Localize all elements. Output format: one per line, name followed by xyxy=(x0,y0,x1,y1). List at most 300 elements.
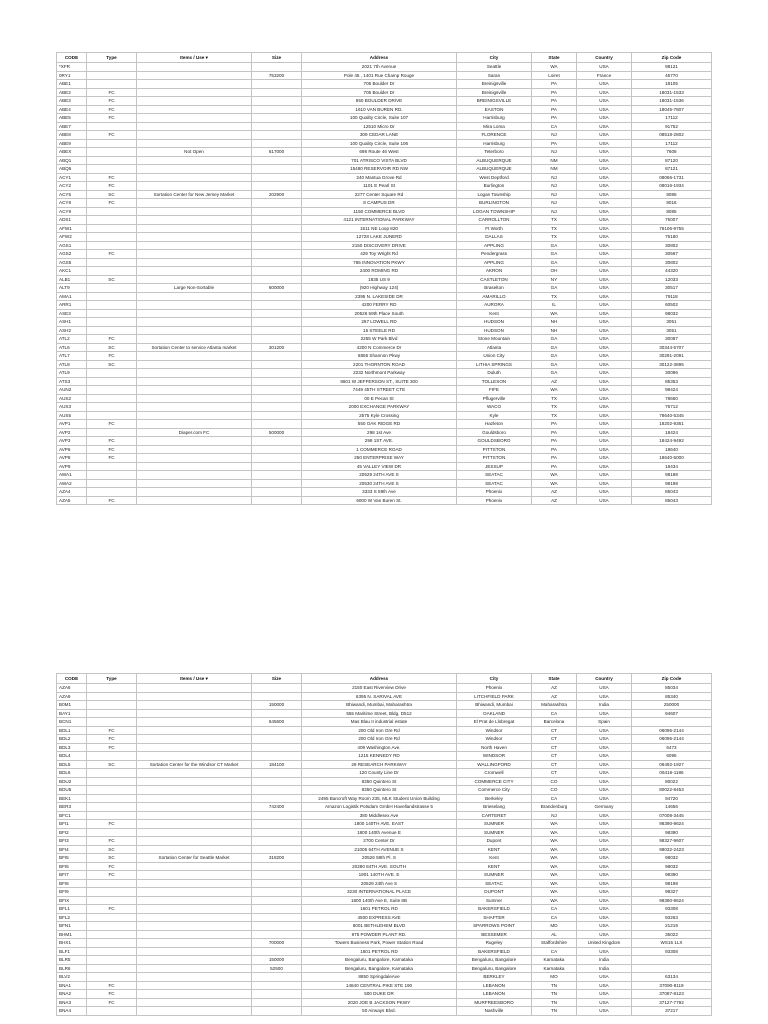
cell-address: 00 E Pecan St xyxy=(302,394,457,403)
cell-items-use xyxy=(137,369,252,378)
cell-city: BREINIGSVILLE xyxy=(457,97,532,106)
cell-size xyxy=(252,879,302,888)
cell-items-use xyxy=(137,896,252,905)
cell-city: TOLLESON xyxy=(457,377,532,386)
cell-country: USA xyxy=(577,913,632,922)
cell-items-use: Sortation Center for the Windsor CT Market xyxy=(137,760,252,769)
cell-code: AVP9 xyxy=(57,462,87,471)
column-header-zip-code: Zip Code xyxy=(632,53,712,63)
cell-code: AVP1 xyxy=(57,420,87,429)
table-row xyxy=(57,241,712,250)
cell-size xyxy=(252,488,302,497)
cell-items-use xyxy=(137,743,252,752)
cell-country: USA xyxy=(577,301,632,310)
cell-size xyxy=(252,777,302,786)
cell-state: AL xyxy=(532,930,577,939)
cell-items-use: Not Open xyxy=(137,148,252,157)
cell-items-use xyxy=(137,769,252,778)
cell-address: 3230 INTERNATIONAL PLACE xyxy=(302,888,457,897)
cell-state: PA xyxy=(532,428,577,437)
cell-code: BFI6 xyxy=(57,862,87,871)
cell-code: BLR5 xyxy=(57,956,87,965)
cell-items-use xyxy=(137,105,252,114)
cell-address: 4200 FERRY RD xyxy=(302,301,457,310)
cell-country: USA xyxy=(577,998,632,1007)
cell-city: Phoenix xyxy=(457,496,532,505)
cell-type xyxy=(87,811,137,820)
cell-address: 6001 BETHLEHEM BLVD xyxy=(302,922,457,931)
column-header-country: Country xyxy=(577,53,632,63)
cell-city: DUPONT xyxy=(457,888,532,897)
cell-zip-code: 6095 xyxy=(632,752,712,761)
cell-state: WA xyxy=(532,309,577,318)
cell-state: CT xyxy=(532,752,577,761)
cell-type: SC xyxy=(87,275,137,284)
cell-country: USA xyxy=(577,335,632,344)
cell-city: Phoenix xyxy=(457,488,532,497)
cell-type xyxy=(87,309,137,318)
cell-city: EASTON xyxy=(457,105,532,114)
cell-items-use xyxy=(137,352,252,361)
cell-address: 705 Boulder Dr xyxy=(302,80,457,89)
cell-zip-code: 18640-5000 xyxy=(632,454,712,463)
cell-items-use xyxy=(137,394,252,403)
table-row xyxy=(57,275,712,284)
cell-zip-code: 80022-8453 xyxy=(632,786,712,795)
cell-items-use xyxy=(137,803,252,812)
cell-size xyxy=(252,692,302,701)
cell-address: 1800 140th Avenue E xyxy=(302,828,457,837)
table-row xyxy=(57,752,712,761)
cell-state: NJ xyxy=(532,811,577,820)
cell-type xyxy=(87,216,137,225)
cell-items-use xyxy=(137,794,252,803)
cell-state: GA xyxy=(532,241,577,250)
cell-code: AVP3 xyxy=(57,437,87,446)
cell-code: ASE3 xyxy=(57,309,87,318)
cell-items-use: Sortation Center for Seattle Market xyxy=(137,854,252,863)
cell-address: 240 Mantua Grove Rd xyxy=(302,173,457,182)
cell-address: 15480 RESERVOIR RD NW xyxy=(302,165,457,174)
cell-zip-code: 80022 xyxy=(632,777,712,786)
cell-zip-code: 14656 xyxy=(632,803,712,812)
column-header-size: Size xyxy=(252,53,302,63)
cell-code: ACY1 xyxy=(57,173,87,182)
cell-city: SEATAC xyxy=(457,879,532,888)
cell-country: USA xyxy=(577,930,632,939)
cell-items-use xyxy=(137,454,252,463)
cell-zip-code: 18045-7807 xyxy=(632,105,712,114)
cell-zip-code: 98032 xyxy=(632,854,712,863)
cell-country: USA xyxy=(577,377,632,386)
cell-type: FC xyxy=(87,173,137,182)
cell-size: 500000 xyxy=(252,428,302,437)
cell-code: BFI9 xyxy=(57,888,87,897)
cell-code: AKC1 xyxy=(57,267,87,276)
table-row xyxy=(57,207,712,216)
cell-address: 2020 JOE B JACKSON PKWY xyxy=(302,998,457,1007)
table-row xyxy=(57,760,712,769)
cell-items-use xyxy=(137,216,252,225)
table-row xyxy=(57,888,712,897)
cell-type xyxy=(87,913,137,922)
cell-size xyxy=(252,182,302,191)
cell-country: USA xyxy=(577,114,632,123)
table-row xyxy=(57,496,712,505)
column-header-zip-code: Zip Code xyxy=(632,674,712,684)
cell-country: USA xyxy=(577,709,632,718)
cell-type xyxy=(87,964,137,973)
cell-items-use xyxy=(137,479,252,488)
cell-zip-code: 98032 xyxy=(632,309,712,318)
cell-city: SPARROWS POINT xyxy=(457,922,532,931)
cell-city: Berkeley xyxy=(457,794,532,803)
column-header-items-use[interactable]: Items / Use ▾ xyxy=(137,53,252,63)
cell-address: 2575 Kyle Crossing xyxy=(302,411,457,420)
cell-state: AZ xyxy=(532,496,577,505)
cell-code: ABE3 xyxy=(57,97,87,106)
cell-state: MD xyxy=(532,922,577,931)
cell-zip-code: 76712 xyxy=(632,403,712,412)
cell-code: ATS3 xyxy=(57,377,87,386)
cell-zip-code: 06492-1927 xyxy=(632,760,712,769)
cell-type xyxy=(87,939,137,948)
cell-zip-code: 30122-3895 xyxy=(632,360,712,369)
cell-code: BDL6 xyxy=(57,769,87,778)
cell-type xyxy=(87,777,137,786)
cell-code: BEK1 xyxy=(57,794,87,803)
cell-zip-code: 30096 xyxy=(632,369,712,378)
cell-city: CASTLETON xyxy=(457,275,532,284)
cell-zip-code: 21219 xyxy=(632,922,712,931)
cell-type xyxy=(87,428,137,437)
cell-country: USA xyxy=(577,794,632,803)
table-row xyxy=(57,318,712,327)
cell-address: 6855 Shannon Pkwy xyxy=(302,352,457,361)
column-header-type: Type xyxy=(87,674,137,684)
cell-code: BFN1 xyxy=(57,922,87,931)
cell-state: NJ xyxy=(532,173,577,182)
cell-address: 2150 East Riverview Drive xyxy=(302,684,457,693)
cell-items-use xyxy=(137,845,252,854)
cell-code: ACY5 xyxy=(57,190,87,199)
cell-zip-code: 08016-1934 xyxy=(632,182,712,191)
cell-city: Stone Mountain xyxy=(457,335,532,344)
cell-type: FC xyxy=(87,105,137,114)
cell-country: USA xyxy=(577,148,632,157)
table-row xyxy=(57,845,712,854)
cell-country: USA xyxy=(577,896,632,905)
cell-type xyxy=(87,752,137,761)
cell-address: Bengaluru, Bangalore, Karnataka xyxy=(302,964,457,973)
cell-country: USA xyxy=(577,973,632,982)
cell-code: ABEX xyxy=(57,148,87,157)
cell-address: 12510 Micro Dr xyxy=(302,122,457,131)
cell-zip-code: 79118 xyxy=(632,292,712,301)
cell-address: 6000 W Van Buren St. xyxy=(302,496,457,505)
cell-state: AZ xyxy=(532,684,577,693)
cell-zip-code: 98032-2423 xyxy=(632,845,712,854)
cell-city: SUMNER xyxy=(457,871,532,880)
table-row xyxy=(57,471,712,480)
cell-size xyxy=(252,326,302,335)
cell-zip-code: 78660 xyxy=(632,394,712,403)
cell-zip-code: 30802 xyxy=(632,241,712,250)
cell-code: BNA1 xyxy=(57,981,87,990)
cell-type xyxy=(87,318,137,327)
cell-type: FC xyxy=(87,871,137,880)
cell-type xyxy=(87,369,137,378)
cell-type xyxy=(87,488,137,497)
table-row xyxy=(57,479,712,488)
cell-code: BFI4 xyxy=(57,845,87,854)
cell-address: 2255 W Park Blvd xyxy=(302,335,457,344)
cell-code: AZA4 xyxy=(57,488,87,497)
cell-size: 742400 xyxy=(252,803,302,812)
cell-size xyxy=(252,496,302,505)
cell-code: BER3 xyxy=(57,803,87,812)
cell-state: PA xyxy=(532,80,577,89)
cell-code: AVP2 xyxy=(57,428,87,437)
cell-items-use xyxy=(137,122,252,131)
cell-items-use: Large Non-Sortable xyxy=(137,284,252,293)
cell-type: FC xyxy=(87,445,137,454)
cell-zip-code: 3051 xyxy=(632,326,712,335)
cell-items-use xyxy=(137,684,252,693)
cell-address: (920 Highway 124) xyxy=(302,284,457,293)
cell-city: CARTERET xyxy=(457,811,532,820)
cell-state: NJ xyxy=(532,207,577,216)
cell-city: Teterboro xyxy=(457,148,532,157)
cell-state: WA xyxy=(532,896,577,905)
cell-city: AMARILLO xyxy=(457,292,532,301)
cell-code: ACY8 xyxy=(57,199,87,208)
cell-size xyxy=(252,752,302,761)
cell-items-use xyxy=(137,828,252,837)
table-row xyxy=(57,71,712,80)
cell-zip-code: 98424 xyxy=(632,386,712,395)
cell-items-use xyxy=(137,947,252,956)
cell-items-use xyxy=(137,973,252,982)
column-header-items-use[interactable]: Items / Use ▾ xyxy=(137,674,252,684)
table-row xyxy=(57,258,712,267)
cell-country: USA xyxy=(577,190,632,199)
cell-code: BFI7 xyxy=(57,871,87,880)
cell-items-use xyxy=(137,930,252,939)
cell-items-use xyxy=(137,207,252,216)
cell-zip-code: 98198 xyxy=(632,479,712,488)
cell-type: FC xyxy=(87,998,137,1007)
cell-items-use xyxy=(137,411,252,420)
cell-type xyxy=(87,709,137,718)
cell-code: ABE2 xyxy=(57,88,87,97)
cell-address: 4200 N Commerce Dr xyxy=(302,343,457,352)
cell-items-use xyxy=(137,97,252,106)
cell-code: BFI2 xyxy=(57,828,87,837)
cell-country: USA xyxy=(577,275,632,284)
cell-state: CO xyxy=(532,786,577,795)
cell-type xyxy=(87,973,137,982)
cell-code: AUS3 xyxy=(57,403,87,412)
cell-state: GA xyxy=(532,258,577,267)
table-row xyxy=(57,437,712,446)
table-row xyxy=(57,462,712,471)
cell-code: ABQ5 xyxy=(57,165,87,174)
cell-city: ALBUQUERQUE xyxy=(457,165,532,174)
cell-size xyxy=(252,990,302,999)
cell-state: PA xyxy=(532,114,577,123)
cell-size xyxy=(252,794,302,803)
cell-country: USA xyxy=(577,386,632,395)
cell-city: BAKERSFIELD xyxy=(457,905,532,914)
cell-code: ATL6 xyxy=(57,343,87,352)
cell-code: AGS2 xyxy=(57,250,87,259)
cell-size xyxy=(252,122,302,131)
column-header-state: State xyxy=(532,53,577,63)
cell-address: 2201 THORNTON ROAD xyxy=(302,360,457,369)
cell-address: Bhiwandi, Mumbai, Maharashtra xyxy=(302,701,457,710)
cell-items-use xyxy=(137,990,252,999)
table-row xyxy=(57,360,712,369)
cell-type xyxy=(87,224,137,233)
cell-city: APPLING xyxy=(457,241,532,250)
cell-country: USA xyxy=(577,454,632,463)
cell-items-use xyxy=(137,786,252,795)
cell-city: AURORA xyxy=(457,301,532,310)
cell-address: 1800 140TH AVE. EAST xyxy=(302,820,457,829)
cell-country: Germany xyxy=(577,803,632,812)
cell-type: FC xyxy=(87,726,137,735)
cell-type xyxy=(87,394,137,403)
cell-state: TN xyxy=(532,1007,577,1016)
cell-items-use xyxy=(137,735,252,744)
cell-size xyxy=(252,301,302,310)
cell-items-use xyxy=(137,250,252,259)
cell-code: BFIX xyxy=(57,896,87,905)
table-row xyxy=(57,309,712,318)
cell-code: BFI3 xyxy=(57,837,87,846)
cell-code: ATL2 xyxy=(57,335,87,344)
cell-type: FC xyxy=(87,250,137,259)
table-row xyxy=(57,769,712,778)
table-row xyxy=(57,173,712,182)
table-row xyxy=(57,182,712,191)
table-row xyxy=(57,224,712,233)
cell-address: 1 COMMERCE ROAD xyxy=(302,445,457,454)
cell-zip-code: 8016 xyxy=(632,199,712,208)
cell-code: ABE4 xyxy=(57,105,87,114)
cell-items-use xyxy=(137,224,252,233)
cell-zip-code: 44320 xyxy=(632,267,712,276)
cell-state: CO xyxy=(532,777,577,786)
cell-type xyxy=(87,701,137,710)
cell-items-use xyxy=(137,964,252,973)
cell-items-use xyxy=(137,301,252,310)
table-row xyxy=(57,233,712,242)
cell-size: 753200 xyxy=(252,71,302,80)
cell-address: 21005 64TH AVENUE S xyxy=(302,845,457,854)
cell-zip-code: 87120 xyxy=(632,156,712,165)
cell-size xyxy=(252,199,302,208)
cell-city: LOGAN TOWNSHIP xyxy=(457,207,532,216)
cell-size xyxy=(252,845,302,854)
cell-code: BDL3 xyxy=(57,743,87,752)
cell-country: USA xyxy=(577,496,632,505)
cell-country: USA xyxy=(577,258,632,267)
cell-zip-code: 98390-9624 xyxy=(632,896,712,905)
cell-items-use xyxy=(137,471,252,480)
cell-country: USA xyxy=(577,726,632,735)
cell-size xyxy=(252,905,302,914)
cell-size xyxy=(252,1007,302,1016)
cell-state: TX xyxy=(532,233,577,242)
cell-size xyxy=(252,63,302,72)
cell-state: TN xyxy=(532,990,577,999)
cell-zip-code: 63134 xyxy=(632,973,712,982)
cell-address: 4121 INTERNATIONAL PARKWAY xyxy=(302,216,457,225)
cell-type: FC xyxy=(87,905,137,914)
cell-city: SEATAC xyxy=(457,479,532,488)
cell-state: AZ xyxy=(532,488,577,497)
cell-country: USA xyxy=(577,990,632,999)
cell-code: BCN1 xyxy=(57,718,87,727)
cell-size xyxy=(252,437,302,446)
cell-zip-code: 85034 xyxy=(632,684,712,693)
cell-items-use xyxy=(137,871,252,880)
table-row xyxy=(57,122,712,131)
cell-items-use xyxy=(137,267,252,276)
cell-items-use xyxy=(137,326,252,335)
cell-country: USA xyxy=(577,173,632,182)
table-row xyxy=(57,369,712,378)
cell-zip-code: 75007 xyxy=(632,216,712,225)
cell-type xyxy=(87,684,137,693)
cell-zip-code: 30517 xyxy=(632,284,712,293)
cell-items-use xyxy=(137,820,252,829)
cell-state: PA xyxy=(532,454,577,463)
cell-state: GA xyxy=(532,284,577,293)
cell-code: BFC1 xyxy=(57,811,87,820)
cell-zip-code: 45770 xyxy=(632,71,712,80)
cell-size xyxy=(252,973,302,982)
cell-city: Pflugerville xyxy=(457,394,532,403)
cell-items-use xyxy=(137,386,252,395)
cell-size: 150000 xyxy=(252,956,302,965)
cell-state: GA xyxy=(532,335,577,344)
cell-items-use xyxy=(137,114,252,123)
cell-type xyxy=(87,156,137,165)
cell-state: PA xyxy=(532,97,577,106)
cell-country: USA xyxy=(577,947,632,956)
cell-country: USA xyxy=(577,760,632,769)
cell-address: Towers Business Park, Power Station Road xyxy=(302,939,457,948)
cell-zip-code: 8085 xyxy=(632,207,712,216)
cell-city: CARROLLTON xyxy=(457,216,532,225)
cell-state: IL xyxy=(532,301,577,310)
cell-zip-code xyxy=(632,956,712,965)
cell-state: TX xyxy=(532,411,577,420)
table-row xyxy=(57,956,712,965)
table-row xyxy=(57,854,712,863)
cell-address: 1610 VAN BUREN RD. xyxy=(302,105,457,114)
table-row xyxy=(57,913,712,922)
cell-city: ALBUQUERQUE xyxy=(457,156,532,165)
table-row xyxy=(57,156,712,165)
cell-country: USA xyxy=(577,63,632,72)
table-row xyxy=(57,922,712,931)
cell-city: Rugeley xyxy=(457,939,532,948)
cell-zip-code: 30291-2091 xyxy=(632,352,712,361)
